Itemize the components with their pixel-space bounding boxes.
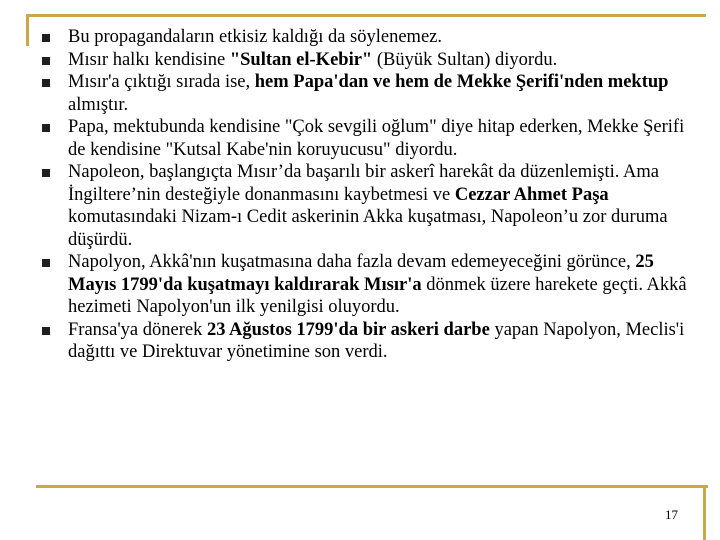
bullet-text — [68, 72, 668, 115]
text-segment: Napolyon, Akkâ'nın kuşatmasına daha fazla devam edemeyeceğini görünce, — [68, 252, 636, 272]
text-segment: Fransa'ya dönerek — [68, 319, 207, 340]
bullet-text — [68, 117, 684, 160]
frame-bottom-line — [36, 485, 708, 488]
square-bullet-icon — [42, 79, 50, 87]
bullet-item — [40, 116, 690, 161]
text-segment: Napoleon, başlangıçta Mısır’da başarılı bir askerî harekât da düzenlemişti. Ama İngiltere’nin desteğiyle donanmasını kaybetmesi ve — [68, 162, 659, 205]
frame-top-line — [26, 14, 706, 17]
bullet-item — [40, 251, 690, 319]
bullet-item — [40, 71, 690, 116]
text-segment: yapan Napolyon, Meclis'i dağıttı ve Direktuvar yönetimine son verdi. — [68, 319, 685, 362]
text-segment: Papa, mektubunda kendisine "Çok sevgili oğlum" diye hitap ederken, Mekke Şerifi de kendisine "Kutsal Kabe'nin koruyucusu" diyordu. — [68, 117, 685, 160]
bold-text-segment: 23 Ağustos 1799'da bir askeri darbe — [206, 319, 490, 340]
square-bullet-icon — [42, 259, 50, 267]
square-bullet-icon — [42, 34, 50, 42]
text-segment: Mısır'a çıktığı sırada ise, — [68, 72, 255, 92]
frame-right-line — [703, 485, 706, 540]
bullet-list — [40, 26, 690, 364]
square-bullet-icon — [42, 57, 50, 65]
square-bullet-icon — [42, 169, 50, 177]
page-number: 17 — [665, 507, 678, 522]
bold-text-segment: 25 Mayıs 1799'da kuşatmayı kaldırarak Mısır'a — [68, 252, 654, 295]
bullet-text — [68, 50, 557, 70]
text-segment: Mısır halkı kendisine — [68, 49, 230, 70]
text-segment: almıştır. — [68, 94, 129, 115]
bullet-item — [40, 161, 690, 251]
bold-text-segment: Cezzar Ahmet Paşa — [454, 184, 609, 205]
text-segment: (Büyük Sultan) diyordu. — [372, 49, 558, 70]
square-bullet-icon — [42, 124, 50, 132]
bullet-text — [68, 162, 668, 250]
square-bullet-icon — [42, 327, 50, 335]
bullet-item — [40, 26, 690, 49]
bullet-text — [68, 27, 442, 47]
frame-left-line — [26, 14, 29, 46]
bullet-text — [68, 320, 684, 363]
slide-content — [40, 26, 690, 364]
text-segment: komutasındaki Nizam-ı Cedit askerinin Akka kuşatması, Napoleon’u zor duruma düşürdü. — [68, 207, 668, 250]
bullet-text — [68, 252, 687, 317]
text-segment: Bu propagandaların etkisiz kaldığı da söylenemez. — [68, 27, 442, 47]
bullet-item — [40, 319, 690, 364]
bullet-item — [40, 49, 690, 72]
bold-text-segment: "Sultan el-Kebir" — [229, 49, 373, 70]
text-segment: dönmek üzere harekete geçti. Akkâ hezimeti Napolyon'un ilk yenilgisi oluyordu. — [68, 274, 687, 317]
bold-text-segment: hem Papa'dan ve hem de Mekke Şerifi'nden mektup — [254, 72, 669, 92]
